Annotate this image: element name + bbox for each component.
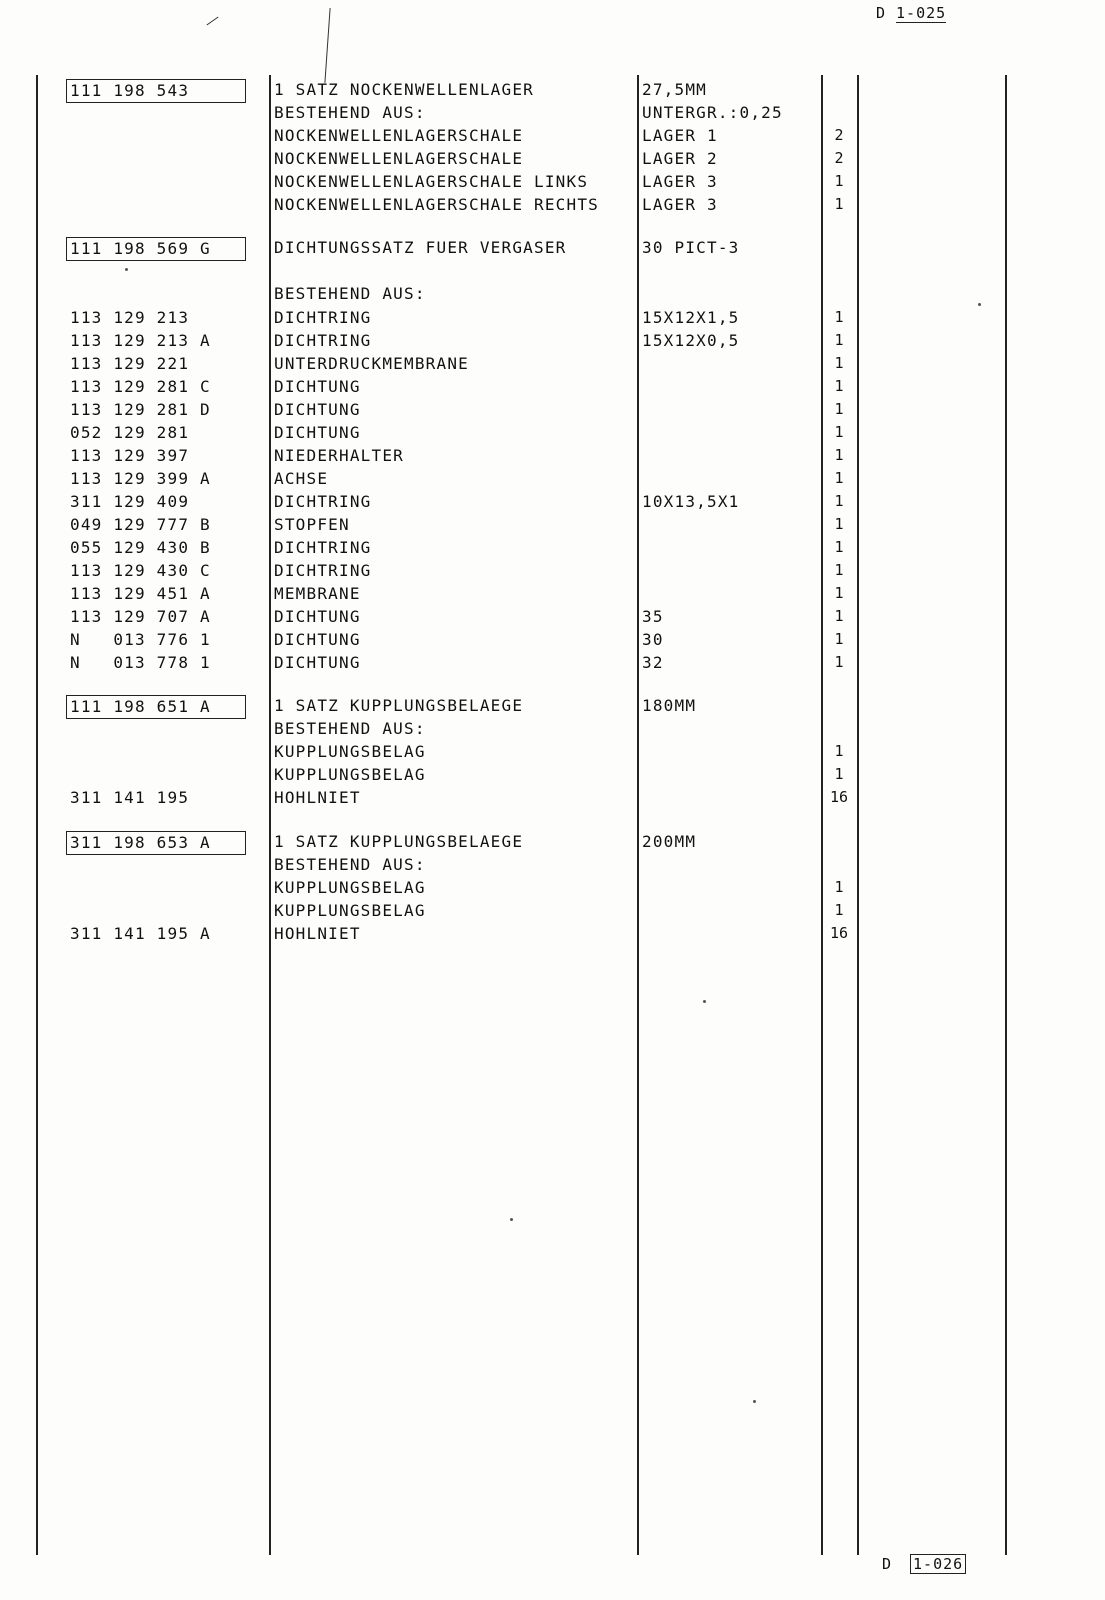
scan-speck bbox=[703, 1000, 706, 1003]
footer-prefix: D bbox=[882, 1555, 893, 1573]
part-note: UNTERGR.:0,25 bbox=[642, 103, 783, 122]
part-quantity: 1 bbox=[834, 878, 844, 896]
part-note: 35 bbox=[642, 607, 664, 626]
part-number: 113 129 213 A bbox=[70, 331, 211, 350]
description-column-divider bbox=[637, 75, 639, 1555]
part-quantity: 1 bbox=[834, 469, 844, 487]
part-quantity: 1 bbox=[834, 400, 844, 418]
kit-part-number: 111 198 569 G bbox=[66, 237, 246, 261]
part-quantity: 1 bbox=[834, 172, 844, 190]
part-quantity: 1 bbox=[834, 446, 844, 464]
part-quantity: 1 bbox=[834, 742, 844, 760]
part-quantity: 1 bbox=[834, 354, 844, 372]
part-quantity: 1 bbox=[834, 423, 844, 441]
part-description: DICHTUNG bbox=[274, 377, 361, 396]
part-quantity: 1 bbox=[834, 630, 844, 648]
part-number: 311 141 195 bbox=[70, 788, 190, 807]
part-description: 1 SATZ KUPPLUNGSBELAEGE bbox=[274, 832, 524, 851]
part-quantity: 1 bbox=[834, 653, 844, 671]
part-note: LAGER 2 bbox=[642, 149, 718, 168]
part-quantity: 1 bbox=[834, 765, 844, 783]
part-number: 311 141 195 A bbox=[70, 924, 211, 943]
part-number: 113 129 399 A bbox=[70, 469, 211, 488]
part-description: BESTEHEND AUS: bbox=[274, 855, 426, 874]
header-page-number: 1-025 bbox=[896, 4, 947, 22]
part-number: 113 129 281 D bbox=[70, 400, 211, 419]
part-description: KUPPLUNGSBELAG bbox=[274, 742, 426, 761]
part-description: DICHTUNG bbox=[274, 400, 361, 419]
header-page-ref bbox=[876, 4, 946, 23]
part-note: 32 bbox=[642, 653, 664, 672]
part-description: NOCKENWELLENLAGERSCHALE bbox=[274, 126, 524, 145]
note-column-divider bbox=[821, 75, 823, 1555]
part-description: NOCKENWELLENLAGERSCHALE LINKS bbox=[274, 172, 589, 191]
part-note: 27,5MM bbox=[642, 80, 707, 99]
part-description: BESTEHEND AUS: bbox=[274, 284, 426, 303]
part-note: LAGER 3 bbox=[642, 172, 718, 191]
part-description: 1 SATZ NOCKENWELLENLAGER bbox=[274, 80, 534, 99]
scan-pen-mark bbox=[324, 8, 330, 83]
left-border-line bbox=[36, 75, 38, 1555]
part-number: 049 129 777 B bbox=[70, 515, 211, 534]
part-quantity: 1 bbox=[834, 492, 844, 510]
footer-page-number: 1-026 bbox=[910, 1554, 966, 1574]
part-description: DICHTRING bbox=[274, 561, 372, 580]
scan-pen-mark bbox=[206, 17, 218, 26]
part-quantity: 1 bbox=[834, 308, 844, 326]
part-description: NOCKENWELLENLAGERSCHALE bbox=[274, 149, 524, 168]
part-note: LAGER 1 bbox=[642, 126, 718, 145]
part-note: 180MM bbox=[642, 696, 697, 715]
part-description: DICHTUNGSSATZ FUER VERGASER bbox=[274, 238, 567, 257]
part-number: 113 129 397 bbox=[70, 446, 190, 465]
part-quantity: 1 bbox=[834, 331, 844, 349]
part-description: DICHTUNG bbox=[274, 653, 361, 672]
part-number: 113 129 430 C bbox=[70, 561, 211, 580]
quantity-column-divider bbox=[857, 75, 859, 1555]
part-note: 10X13,5X1 bbox=[642, 492, 740, 511]
kit-part-number: 311 198 653 A bbox=[66, 831, 246, 855]
part-quantity: 16 bbox=[829, 924, 849, 942]
part-description: NIEDERHALTER bbox=[274, 446, 404, 465]
part-description: KUPPLUNGSBELAG bbox=[274, 878, 426, 897]
kit-part-number: 111 198 651 A bbox=[66, 695, 246, 719]
part-description: HOHLNIET bbox=[274, 924, 361, 943]
part-quantity: 1 bbox=[834, 584, 844, 602]
part-description: NOCKENWELLENLAGERSCHALE RECHTS bbox=[274, 195, 599, 214]
scan-speck bbox=[978, 303, 981, 306]
part-number: 113 129 707 A bbox=[70, 607, 211, 626]
part-number: 113 129 221 bbox=[70, 354, 190, 373]
part-quantity: 1 bbox=[834, 515, 844, 533]
part-number: 052 129 281 bbox=[70, 423, 190, 442]
part-description: 1 SATZ KUPPLUNGSBELAEGE bbox=[274, 696, 524, 715]
part-description: DICHTRING bbox=[274, 331, 372, 350]
scan-speck bbox=[753, 1400, 756, 1403]
part-quantity: 2 bbox=[834, 149, 844, 167]
kit-part-number: 111 198 543 bbox=[66, 79, 246, 103]
part-column-divider bbox=[269, 75, 271, 1555]
part-description: DICHTUNG bbox=[274, 630, 361, 649]
part-note: 15X12X1,5 bbox=[642, 308, 740, 327]
part-description: DICHTUNG bbox=[274, 423, 361, 442]
part-description: ACHSE bbox=[274, 469, 329, 488]
part-description: DICHTRING bbox=[274, 538, 372, 557]
part-description: BESTEHEND AUS: bbox=[274, 719, 426, 738]
part-number: 113 129 451 A bbox=[70, 584, 211, 603]
part-quantity: 1 bbox=[834, 901, 844, 919]
part-note: 15X12X0,5 bbox=[642, 331, 740, 350]
scan-speck bbox=[125, 268, 128, 271]
part-quantity: 16 bbox=[829, 788, 849, 806]
right-border-line bbox=[1005, 75, 1007, 1555]
part-number: 055 129 430 B bbox=[70, 538, 211, 557]
part-description: MEMBRANE bbox=[274, 584, 361, 603]
part-description: DICHTRING bbox=[274, 308, 372, 327]
part-description: HOHLNIET bbox=[274, 788, 361, 807]
part-note: LAGER 3 bbox=[642, 195, 718, 214]
part-description: BESTEHEND AUS: bbox=[274, 103, 426, 122]
part-description: UNTERDRUCKMEMBRANE bbox=[274, 354, 469, 373]
part-quantity: 1 bbox=[834, 195, 844, 213]
part-number: 113 129 281 C bbox=[70, 377, 211, 396]
part-quantity: 1 bbox=[834, 538, 844, 556]
part-quantity: 1 bbox=[834, 607, 844, 625]
part-quantity: 1 bbox=[834, 377, 844, 395]
part-number: N 013 776 1 bbox=[70, 630, 211, 649]
part-description: KUPPLUNGSBELAG bbox=[274, 765, 426, 784]
part-number: 311 129 409 bbox=[70, 492, 190, 511]
part-description: DICHTUNG bbox=[274, 607, 361, 626]
part-quantity: 2 bbox=[834, 126, 844, 144]
scan-speck bbox=[510, 1218, 513, 1221]
part-number: 113 129 213 bbox=[70, 308, 190, 327]
footer-page-ref bbox=[882, 1554, 966, 1574]
part-number: N 013 778 1 bbox=[70, 653, 211, 672]
part-note: 200MM bbox=[642, 832, 697, 851]
part-description: KUPPLUNGSBELAG bbox=[274, 901, 426, 920]
header-prefix: D bbox=[876, 4, 887, 22]
part-description: DICHTRING bbox=[274, 492, 372, 511]
part-quantity: 1 bbox=[834, 561, 844, 579]
part-description: STOPFEN bbox=[274, 515, 350, 534]
part-note: 30 bbox=[642, 630, 664, 649]
part-note: 30 PICT-3 bbox=[642, 238, 740, 257]
